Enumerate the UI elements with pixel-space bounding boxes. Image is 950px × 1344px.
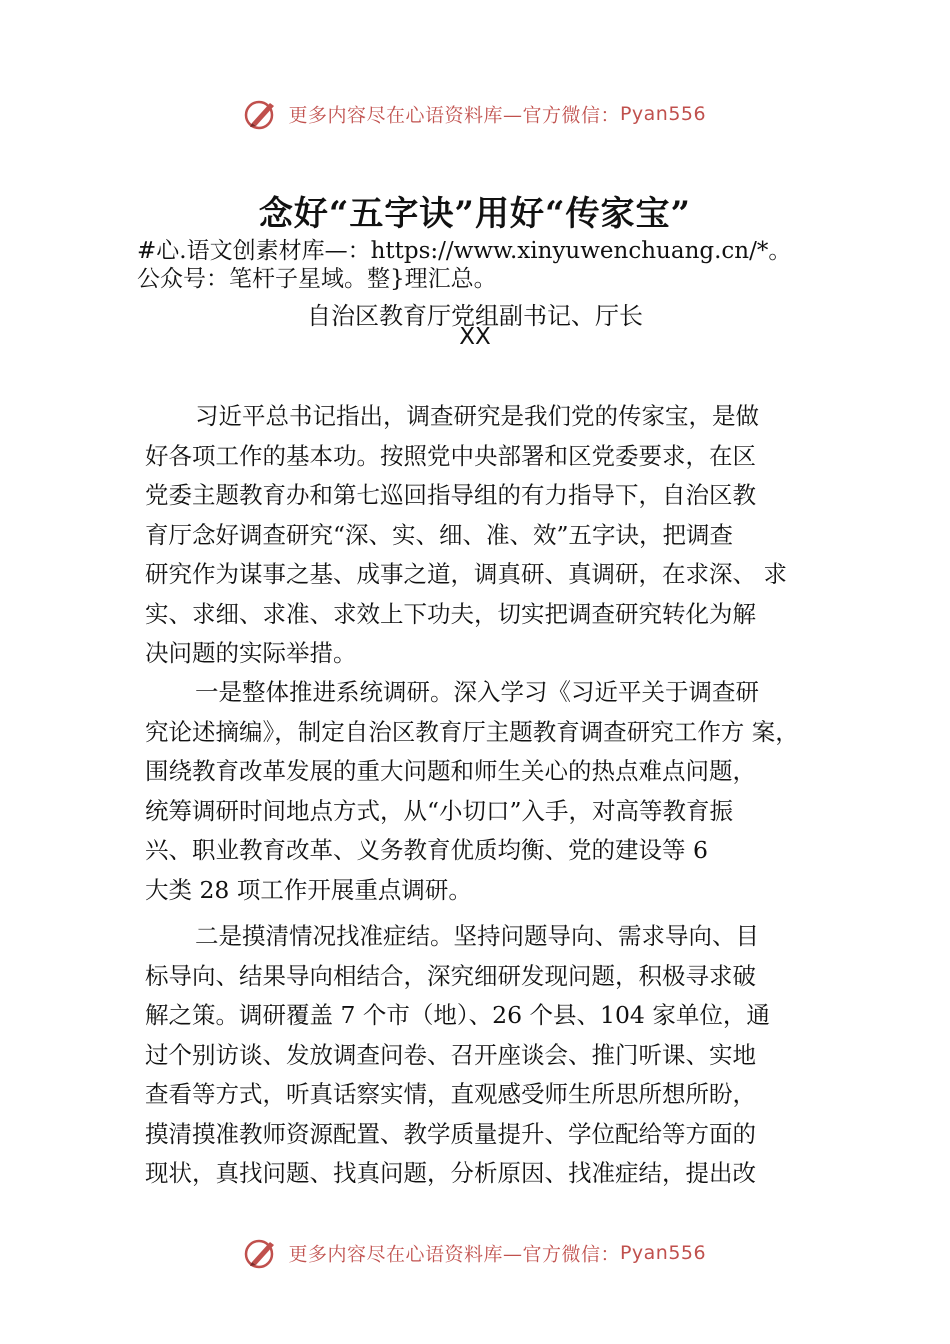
- paragraph-intro: [145, 397, 815, 674]
- document-title: 念好“五字诀”用好“传家宝”: [258, 194, 692, 234]
- pen-logo-icon: [244, 1236, 278, 1270]
- text-line: 解之策。调研覆盖 7 个市（地）、26 个县、104 家单位，通: [145, 1001, 770, 1029]
- text-line: 围绕教育改革发展的重大问题和师生关心的热点难点问题，: [145, 757, 756, 785]
- text-line: 育厅念好调查研究“深、实、细、准、效”五字诀，把调查: [145, 520, 734, 549]
- footer-banner: [0, 1236, 950, 1270]
- header-banner: [0, 97, 950, 131]
- text-line: 一是整体推进系统调研。深入学习《习近平关于调查研: [195, 678, 759, 706]
- text-line: 好各项工作的基本功。按照党中央部署和区党委要求，在区: [145, 441, 756, 470]
- text-line: 现状，真找问题、找真问题，分析原因、找准症结，提出改: [145, 1159, 756, 1187]
- text-line: 查看等方式，听真话察实情，直观感受师生所思所想所盼，: [145, 1080, 756, 1108]
- text-line: 习近平总书记指出，调查研究是我们党的传家宝，是做: [195, 402, 759, 430]
- text-line: 二是摸清情况找准症结。坚持问题导向、需求导向、目: [195, 922, 759, 950]
- text-line: 摸清摸准教师资源配置、教学质量提升、学位配给等方面的: [145, 1119, 756, 1148]
- text-line: 标导向、结果导向相结合，深究细研发现问题，积极寻求破: [145, 961, 756, 990]
- paragraph-point-one: [145, 673, 815, 910]
- text-line: 统筹调研时间地点方式，从“小切口”入手，对高等教育振: [145, 796, 734, 825]
- banner-wechat-id: Pyan556: [619, 103, 707, 125]
- text-line: 大类 28 项工作开展重点调研。: [145, 875, 472, 904]
- text-line: 兴、职业教育改革、义务教育优质均衡、党的建设等 6: [145, 836, 708, 864]
- text-line: 党委主题教育办和第七巡回指导组的有力指导下，自治区教: [145, 481, 756, 509]
- account-line: 公众号：笔杆子星域。整}理汇总。: [137, 266, 497, 292]
- author-position: 自治区教育厅党组副书记、厅长: [307, 302, 643, 330]
- text-line: 决问题的实际举措。: [145, 639, 357, 667]
- pen-logo-icon: [244, 97, 278, 131]
- text-line: 研究作为谋事之基、成事之道，调真研、真调研，在求深、 求: [145, 560, 787, 588]
- banner-text: 更多内容尽在心语资料库—官方微信：: [288, 104, 620, 127]
- banner-wechat-id: Pyan556: [619, 1242, 707, 1264]
- text-line: 究论述摘编》，制定自治区教育厅主题教育调查研究工作方 案，: [145, 717, 799, 746]
- paragraph-point-two: [145, 917, 815, 1194]
- text-line: 过个别访谈、发放调查问卷、召开座谈会、推门听课、实地: [145, 1040, 756, 1069]
- author-name: XX: [459, 324, 491, 350]
- banner-text: 更多内容尽在心语资料库—官方微信：: [288, 1243, 620, 1266]
- source-line: #心.语文创素材库—：https://www.xinyuwenchuang.cn/*。: [137, 238, 792, 264]
- text-line: 实、求细、求准、求效上下功夫，切实把调查研究转化为解: [145, 599, 756, 628]
